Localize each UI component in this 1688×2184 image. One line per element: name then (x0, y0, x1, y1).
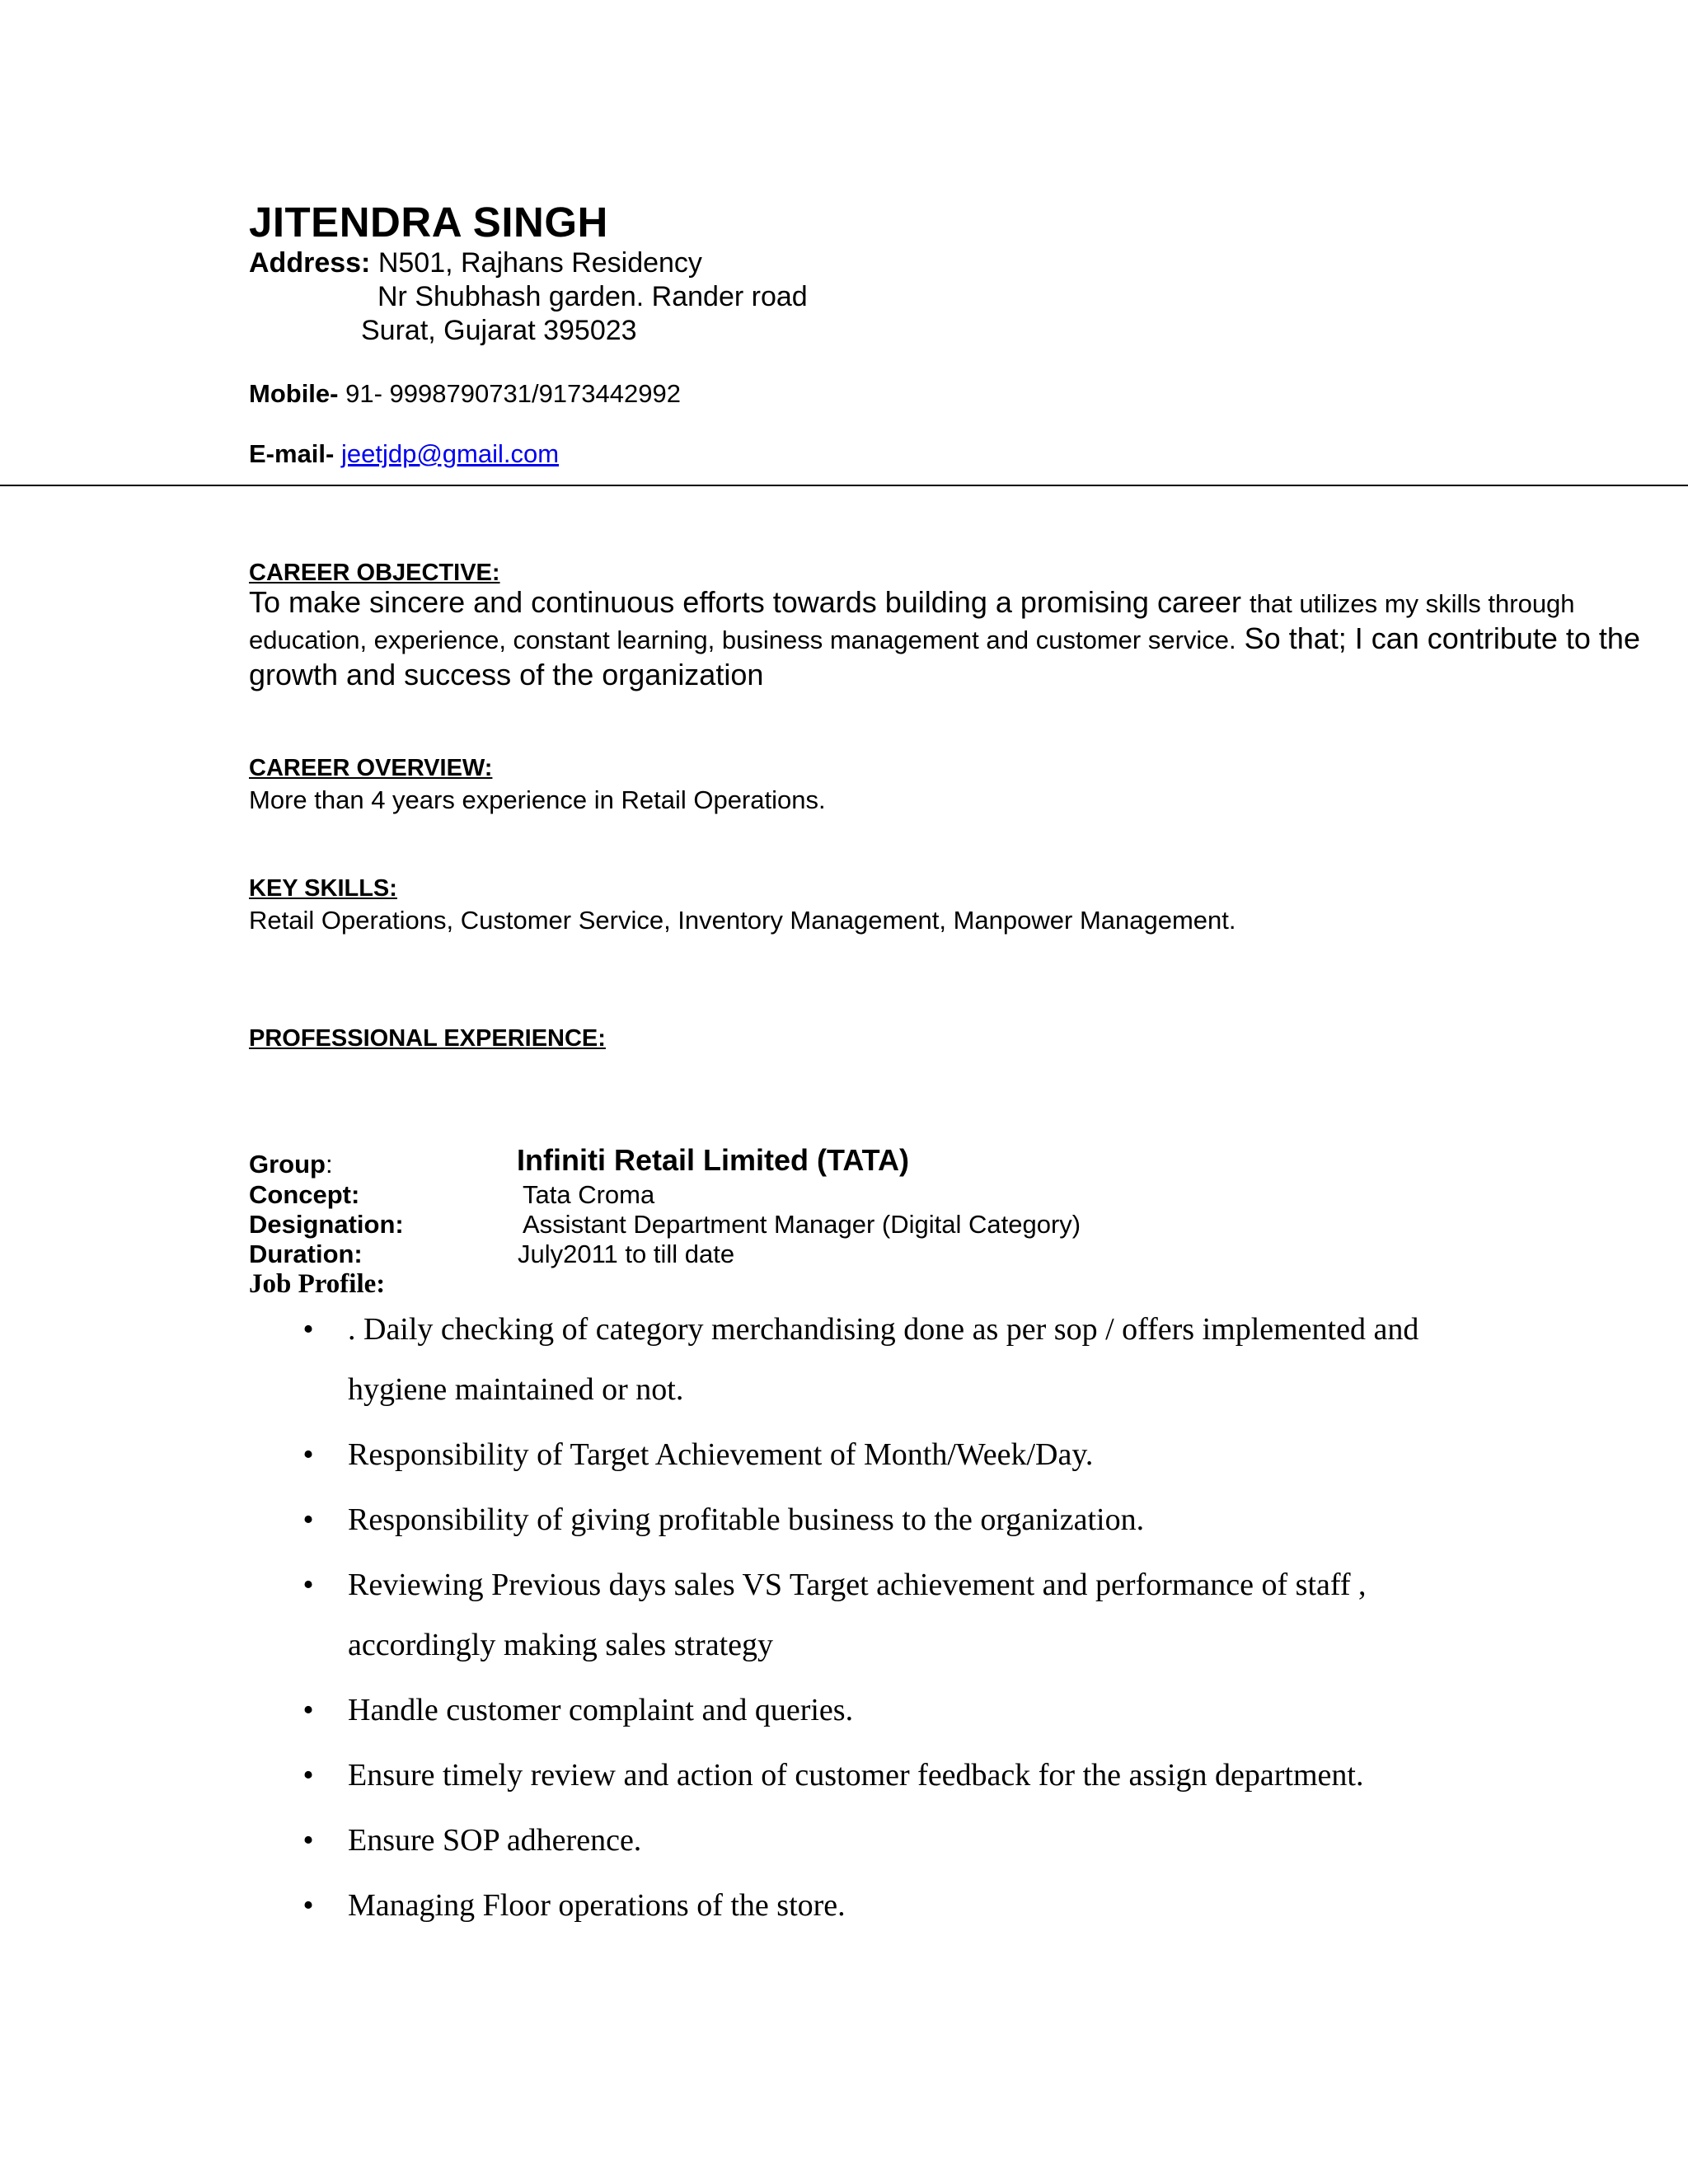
key-skills-heading: KEY SKILLS: (249, 875, 397, 902)
bullet-icon: • (302, 1312, 314, 1347)
bullet-icon: • (302, 1823, 314, 1858)
list-item-text: Handle customer complaint and queries. (348, 1693, 854, 1727)
bullet-icon: • (302, 1437, 314, 1472)
address-line-1-text: N501, Rajhans Residency (377, 247, 702, 279)
designation-value: Assistant Department Manager (Digital Category) (523, 1210, 1081, 1239)
bullet-icon: • (302, 1568, 314, 1602)
list-item-text: Ensure SOP adherence. (348, 1823, 642, 1858)
designation-label: Designation: (249, 1210, 404, 1239)
key-skills-text: Retail Operations, Customer Service, Inventory Management, Manpower Management. (249, 906, 1236, 935)
mobile-value: 91- 9998790731/9173442992 (345, 379, 681, 408)
email-line (249, 439, 559, 469)
career-overview-heading: CAREER OVERVIEW: (249, 755, 493, 781)
list-item (298, 1300, 1493, 1420)
objective-part-1: To make sincere and continuous efforts towards building a promising career (249, 585, 1241, 619)
bullet-icon: • (302, 1758, 314, 1793)
career-objective-heading: CAREER OBJECTIVE: (249, 560, 500, 586)
concept-value: Tata Croma (523, 1180, 655, 1209)
group-label-wrap (249, 1150, 333, 1179)
bullet-icon: • (302, 1888, 314, 1923)
list-item (298, 1425, 1493, 1485)
list-item (298, 1876, 1493, 1936)
concept-label: Concept: (249, 1180, 360, 1209)
list-item-text: Responsibility of giving profitable business to the organization. (348, 1502, 1145, 1537)
address-line-3: Surat, Gujarat 395023 (361, 315, 637, 346)
list-item-text: Ensure timely review and action of customer feedback for the assign department. (348, 1758, 1364, 1793)
list-item (298, 1490, 1493, 1550)
career-overview-text: More than 4 years experience in Retail Operations. (249, 785, 826, 814)
group-label: Group (249, 1150, 326, 1179)
list-item (298, 1811, 1493, 1871)
bullet-icon: • (302, 1502, 314, 1537)
address-line-2: Nr Shubhash garden. Rander road (377, 281, 808, 312)
group-value: Infiniti Retail Limited (TATA) (517, 1143, 909, 1177)
job-profile-list (298, 1300, 1493, 1941)
job-profile-label: Job Profile: (249, 1269, 386, 1299)
email-link[interactable]: jeetjdp@gmail.com (340, 439, 560, 468)
list-item (298, 1680, 1493, 1741)
career-objective-text (249, 585, 1650, 692)
list-item-text: Responsibility of Target Achievement of Month/Week/Day. (348, 1437, 1094, 1472)
address-line-1 (249, 247, 702, 279)
candidate-name: JITENDRA SINGH (249, 199, 608, 246)
group-colon: : (326, 1150, 333, 1179)
objective-part-3: So that; I can contribute to the growth and success of the organization (249, 621, 1640, 691)
professional-experience-heading: PROFESSIONAL EXPERIENCE: (249, 1025, 606, 1052)
address-label: Address: (249, 247, 371, 279)
list-item-text: Managing Floor operations of the store. (348, 1888, 846, 1923)
mobile-label: Mobile- (249, 379, 339, 408)
list-item (298, 1555, 1493, 1675)
mobile-line (249, 379, 681, 409)
header-divider (0, 485, 1688, 486)
list-item-text: Reviewing Previous days sales VS Target achievement and performance of staff , accordingly making sales strategy (348, 1568, 1367, 1662)
duration-value: July2011 to till date (518, 1240, 735, 1268)
objective-part-2: that utilizes my skills through education, experience, constant learning, business management and customer service. (249, 589, 1575, 654)
list-item (298, 1746, 1493, 1806)
email-label: E-mail- (249, 439, 335, 468)
bullet-icon: • (302, 1693, 314, 1727)
duration-label: Duration: (249, 1240, 363, 1268)
list-item-text: . Daily checking of category merchandising done as per sop / offers implemented and hygiene maintained or not. (348, 1312, 1419, 1407)
